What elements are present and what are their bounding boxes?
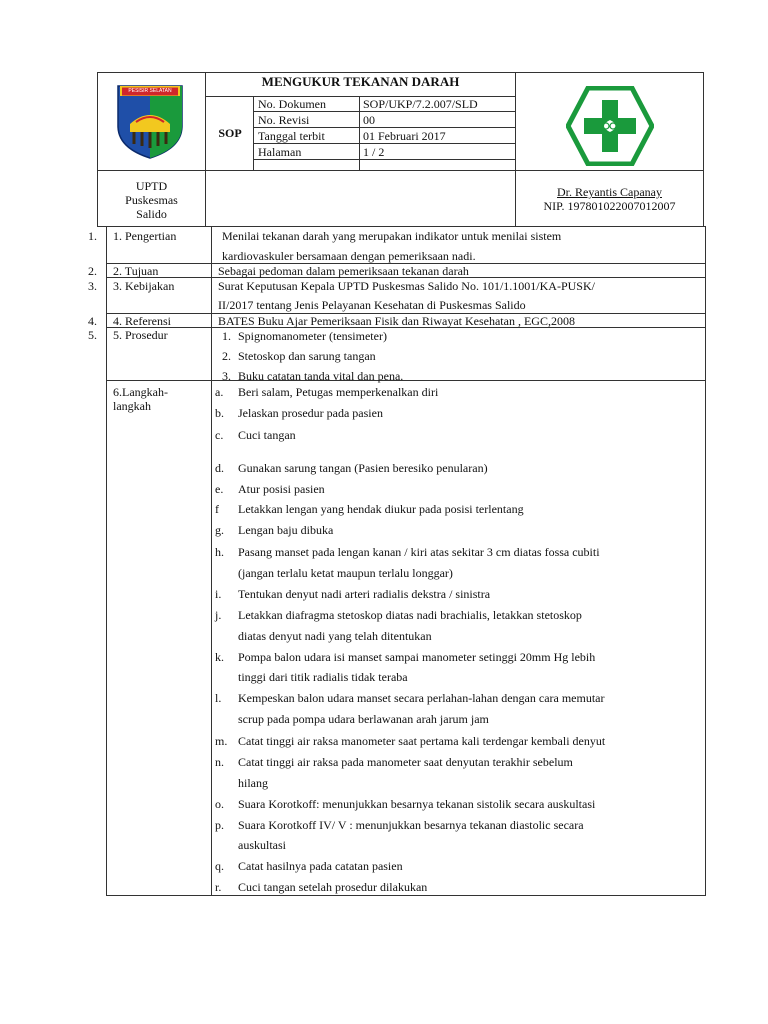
doc-number-label: No. Dokumen [258, 97, 326, 111]
step-text-continued: diatas denyut nadi yang telah ditentukan [238, 629, 432, 643]
org-line-2: Puskesmas [125, 193, 178, 207]
document-title: MENGUKUR TEKANAN DARAH [261, 74, 460, 89]
kebijakan-text-1: Surat Keputusan Kepala UPTD Puskesmas Salido No. 101/1.1001/KA-PUSK/ [218, 279, 595, 293]
revision-label: No. Revisi [258, 113, 310, 127]
issue-date-label: Tanggal terbit [258, 129, 325, 143]
referensi-text: BATES Buku Ajar Pemeriksaan Fisik dan Riwayat Kesehatan , EGC,2008 [218, 314, 575, 328]
pengertian-label: 1. Pengertian [113, 229, 177, 243]
step-text: Lengan baju dibuka [238, 523, 334, 537]
step-text-continued: scrup pada pompa udara berlawanan arah jarum jam [238, 712, 489, 726]
crest-text: PESISIR SELATAN [128, 88, 172, 94]
step-marker: p. [215, 818, 224, 832]
step-marker: e. [215, 482, 224, 496]
page-value: 1 / 2 [363, 145, 385, 159]
step-text: Suara Korotkoff IV/ V : menunjukkan besarnya tekanan diastolic secara [238, 818, 584, 832]
prosedur-item-1: Spignomanometer (tensimeter) [238, 329, 387, 343]
section-number-2: 2. [88, 264, 97, 278]
step-marker: g. [215, 523, 224, 537]
step-text-continued: (jangan terlalu ketat maupun terlalu longgar) [238, 566, 453, 580]
district-crest-logo [112, 82, 188, 160]
prosedur-item-3: Buku catatan tanda vital dan pena. [238, 369, 404, 383]
step-marker: i. [215, 587, 222, 601]
prosedur-label: 5. Prosedur [113, 328, 168, 342]
section-number-3: 3. [88, 279, 97, 293]
step-text: Tentukan denyut nadi arteri radialis dekstra / sinistra [238, 587, 491, 601]
step-marker: f [215, 502, 219, 516]
step-text: Cuci tangan setelah prosedur dilakukan [238, 880, 428, 894]
step-marker: h. [215, 545, 224, 559]
step-text: Jelaskan prosedur pada pasien [238, 406, 383, 420]
sop-label: SOP [218, 126, 242, 140]
prosedur-item-2: Stetoskop dan sarung tangan [238, 349, 376, 363]
revision-value: 00 [363, 113, 375, 127]
step-text: Atur posisi pasien [238, 482, 325, 496]
prosedur-marker-3: 3. [222, 369, 231, 383]
prosedur-marker-1: 1. [222, 329, 231, 343]
section-number-1: 1. [88, 229, 97, 243]
step-text: Catat tinggi air raksa pada manometer saat denyutan terakhir sebelum [238, 755, 573, 769]
step-text: Catat tinggi air raksa manometer saat pertama kali terdengar kembali denyut [238, 734, 606, 748]
step-marker: a. [215, 385, 224, 399]
prosedur-marker-2: 2. [222, 349, 231, 363]
step-text: Pompa balon udara isi manset sampai manometer setinggi 20mm Hg lebih [238, 650, 596, 664]
step-marker: k. [215, 650, 224, 664]
org-line-1: UPTD [135, 179, 168, 193]
pengertian-text-2: kardiovaskuler bersamaan dengan pemeriksaan nadi. [222, 249, 476, 263]
tujuan-text: Sebagai pedoman dalam pemeriksaan tekanan darah [218, 264, 469, 278]
pengertian-text-1: Menilai tekanan darah yang merupakan indikator untuk menilai sistem [222, 229, 562, 243]
section-number-5: 5. [88, 328, 97, 342]
step-text: Pasang manset pada lengan kanan / kiri atas sekitar 3 cm diatas fossa cubiti [238, 545, 600, 559]
kebijakan-text-2: II/2017 tentang Jenis Pelayanan Kesehatan di Puskesmas Salido [218, 298, 526, 312]
doc-number-value: SOP/UKP/7.2.007/SLD [363, 97, 478, 111]
org-line-3: Salido [136, 207, 167, 221]
issue-date-value: 01 Februari 2017 [363, 129, 446, 143]
signer-nip: NIP. 197801022007012007 [543, 199, 676, 213]
tujuan-label: 2. Tujuan [113, 264, 159, 278]
step-marker: q. [215, 859, 224, 873]
step-marker: c. [215, 428, 224, 442]
step-text-continued: tinggi dari titik radialis tidak teraba [238, 670, 408, 684]
step-marker: b. [215, 406, 224, 420]
step-marker: r. [215, 880, 222, 894]
step-text: Gunakan sarung tangan (Pasien beresiko penularan) [238, 461, 488, 475]
step-marker: j. [215, 608, 222, 622]
step-marker: n. [215, 755, 224, 769]
step-marker: d. [215, 461, 224, 475]
puskesmas-logo [566, 86, 654, 166]
step-text: Letakkan diafragma stetoskop diatas nadi brachialis, letakkan stetoskop [238, 608, 582, 622]
step-text: Cuci tangan [238, 428, 296, 442]
step-text: Catat hasilnya pada catatan pasien [238, 859, 403, 873]
page-label: Halaman [258, 145, 302, 159]
step-text: Kempeskan balon udara manset secara perlahan-lahan dengan cara memutar [238, 691, 605, 705]
section-number-4: 4. [88, 314, 97, 328]
kebijakan-label: 3. Kebijakan [113, 279, 175, 293]
step-marker: o. [215, 797, 224, 811]
step-text: Beri salam, Petugas memperkenalkan diri [238, 385, 439, 399]
referensi-label: 4. Referensi [113, 314, 171, 328]
step-text-continued: hilang [238, 776, 268, 790]
step-marker: m. [215, 734, 228, 748]
langkah-label-1: 6.Langkah- [113, 385, 168, 399]
langkah-label-2: langkah [113, 399, 151, 413]
step-text: Suara Korotkoff: menunjukkan besarnya tekanan sistolik secara auskultasi [238, 797, 596, 811]
step-text: Letakkan lengan yang hendak diukur pada posisi terlentang [238, 502, 524, 516]
signer-name: Dr. Reyantis Capanay [557, 185, 662, 199]
step-marker: l. [215, 691, 222, 705]
step-text-continued: auskultasi [238, 838, 286, 852]
